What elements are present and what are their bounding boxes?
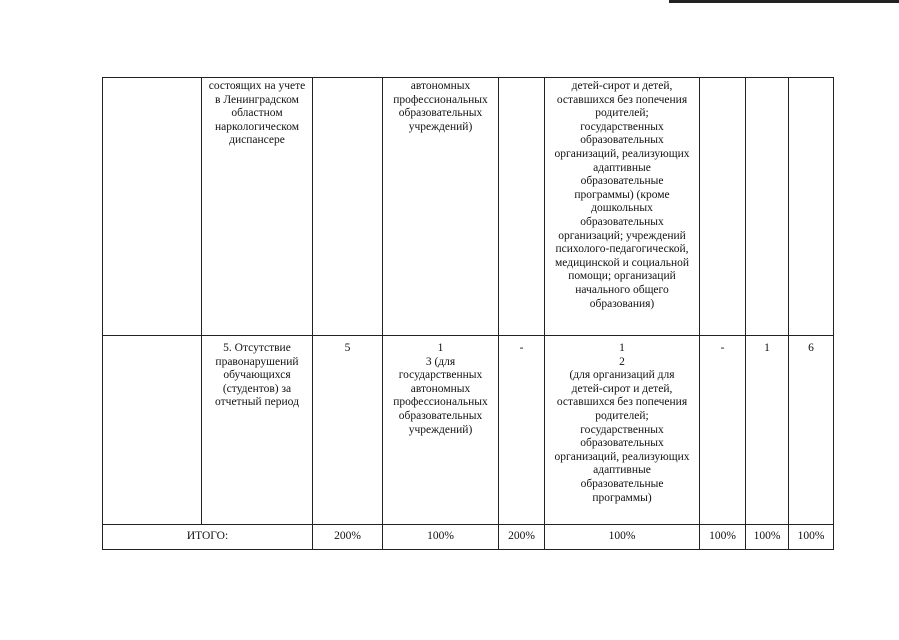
total-label: ИТОГО: xyxy=(103,525,313,550)
scan-edge-mark xyxy=(669,0,899,3)
value-cell: 1 3 (для государственных автономных профессиональных образовательных учреждений) xyxy=(383,336,499,525)
value-cell xyxy=(789,78,834,336)
value-cell: - xyxy=(700,336,746,525)
total-value: 200% xyxy=(313,525,383,550)
total-value: 100% xyxy=(545,525,700,550)
criterion-cell: 5. Отсутствие правонарушений обучающихся (студентов) за отчетный период xyxy=(202,336,313,525)
value-cell: 6 xyxy=(789,336,834,525)
total-value: 100% xyxy=(700,525,746,550)
value-cell: 1 2 (для организаций для детей-сирот и детей, оставшихся без попечения родителей; государственных образовательных организаций, реализующих адаптивные образовательные программы) xyxy=(545,336,700,525)
value-cell xyxy=(700,78,746,336)
criterion-cell: состоящих на учете в Ленинградском областном наркологическом диспансере xyxy=(202,78,313,336)
value-cell: 5 xyxy=(313,336,383,525)
value-cell xyxy=(499,78,545,336)
empty-cell xyxy=(103,336,202,525)
value-cell: - xyxy=(499,336,545,525)
criteria-table xyxy=(102,77,834,550)
value-cell: 1 xyxy=(746,336,789,525)
table-row xyxy=(103,336,834,525)
value-cell xyxy=(313,78,383,336)
total-value: 100% xyxy=(789,525,834,550)
total-value: 100% xyxy=(383,525,499,550)
value-cell: автономных профессиональных образовательных учреждений) xyxy=(383,78,499,336)
total-row xyxy=(103,525,834,550)
empty-cell xyxy=(103,78,202,336)
total-value: 200% xyxy=(499,525,545,550)
value-cell: детей-сирот и детей, оставшихся без попечения родителей; государственных образовательных организаций, реализующих адаптивные образовательные программы) (кроме дошкольных образовательных организаций; учреждений психолого-педагогической, медицинской и социальной помощи; организаций начального общего образования) xyxy=(545,78,700,336)
total-value: 100% xyxy=(746,525,789,550)
table-row xyxy=(103,78,834,336)
value-cell xyxy=(746,78,789,336)
